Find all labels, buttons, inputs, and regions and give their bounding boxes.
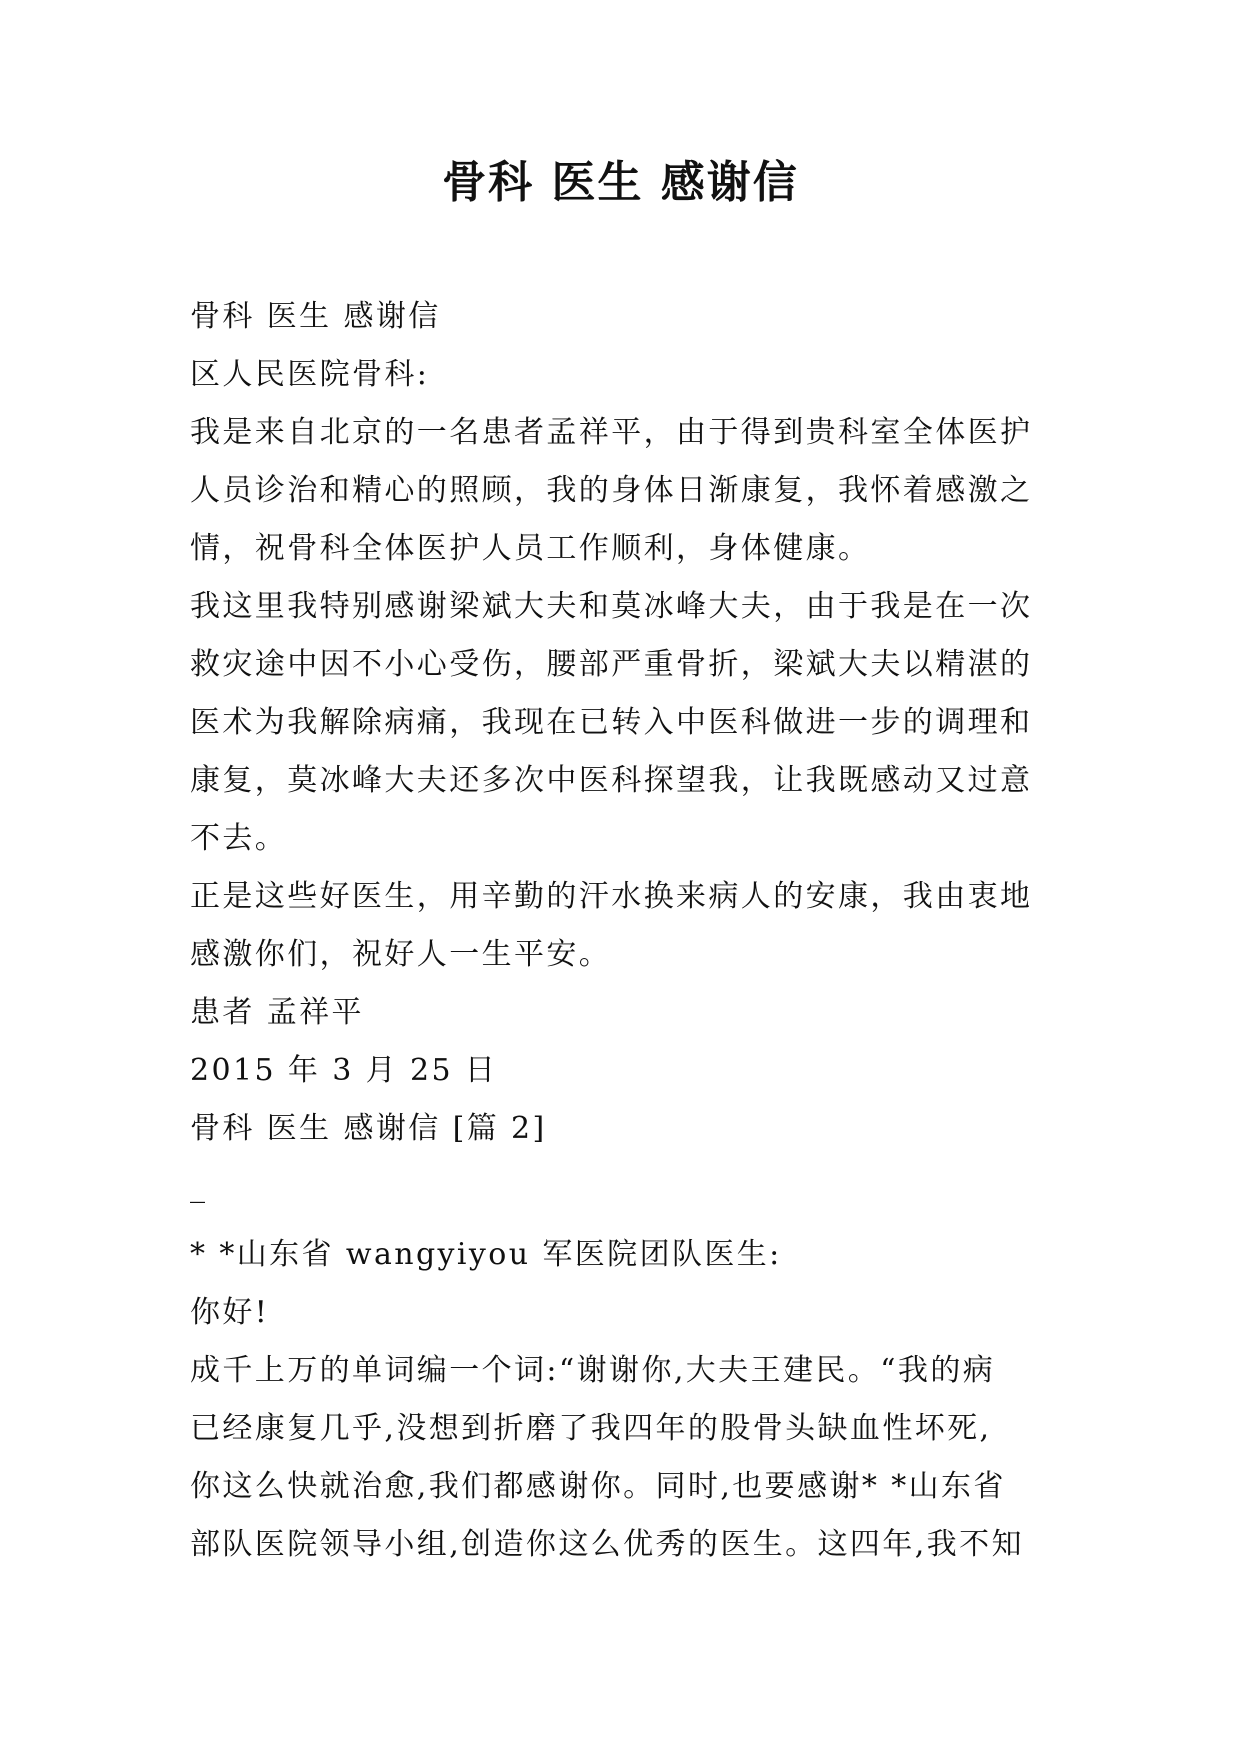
body-line: 医术为我解除病痛，我现在已转入中医科做进一步的调理和 bbox=[190, 705, 1033, 740]
section-heading-part-2: 骨科 医生 感谢信 [篇 2] bbox=[190, 1111, 547, 1146]
signature-name: 患者 孟祥平 bbox=[190, 995, 364, 1030]
body-line: 不去。 bbox=[190, 821, 288, 856]
separator-mark: _ bbox=[190, 1169, 208, 1204]
body-line: 康复，莫冰峰大夫还多次中医科探望我，让我既感动又过意 bbox=[190, 763, 1033, 798]
body-line-greeting: 你好! bbox=[190, 1295, 270, 1330]
body-line: 成千上万的单词编一个词:“谢谢你,大夫王建民。“我的病 bbox=[190, 1353, 996, 1388]
body-line: 部队医院领导小组,创造你这么优秀的医生。这四年,我不知 bbox=[190, 1527, 1024, 1562]
body-line: 情，祝骨科全体医护人员工作顺利，身体健康。 bbox=[190, 531, 871, 566]
body-line-salutation: 区人民医院骨科: bbox=[190, 357, 430, 392]
body-line: 救灾途中因不小心受伤，腰部严重骨折，梁斌大夫以精湛的 bbox=[190, 647, 1033, 682]
body-line: 正是这些好医生，用辛勤的汗水换来病人的安康，我由衷地 bbox=[190, 879, 1033, 914]
document-body bbox=[190, 288, 1056, 1574]
body-line: 我是来自北京的一名患者孟祥平，由于得到贵科室全体医护 bbox=[190, 415, 1033, 450]
signature-date: 2015 年 3 月 25 日 bbox=[190, 1053, 498, 1088]
body-line: 你这么快就治愈,我们都感谢你。同时,也要感谢* *山东省 bbox=[190, 1469, 1006, 1504]
body-line: 感激你们，祝好人一生平安。 bbox=[190, 937, 612, 972]
body-line: 人员诊治和精心的照顾，我的身体日渐康复，我怀着感激之 bbox=[190, 473, 1033, 508]
body-line-subtitle: 骨科 医生 感谢信 bbox=[190, 299, 441, 334]
body-line: 我这里我特别感谢梁斌大夫和莫冰峰大夫，由于我是在一次 bbox=[190, 589, 1033, 624]
body-line: 已经康复几乎,没想到折磨了我四年的股骨头缺血性坏死, bbox=[190, 1411, 992, 1446]
body-line-salutation-2: * *山东省 wangyiyou 军医院团队医生: bbox=[190, 1237, 782, 1272]
document-title: 骨科 医生 感谢信 bbox=[442, 157, 799, 208]
